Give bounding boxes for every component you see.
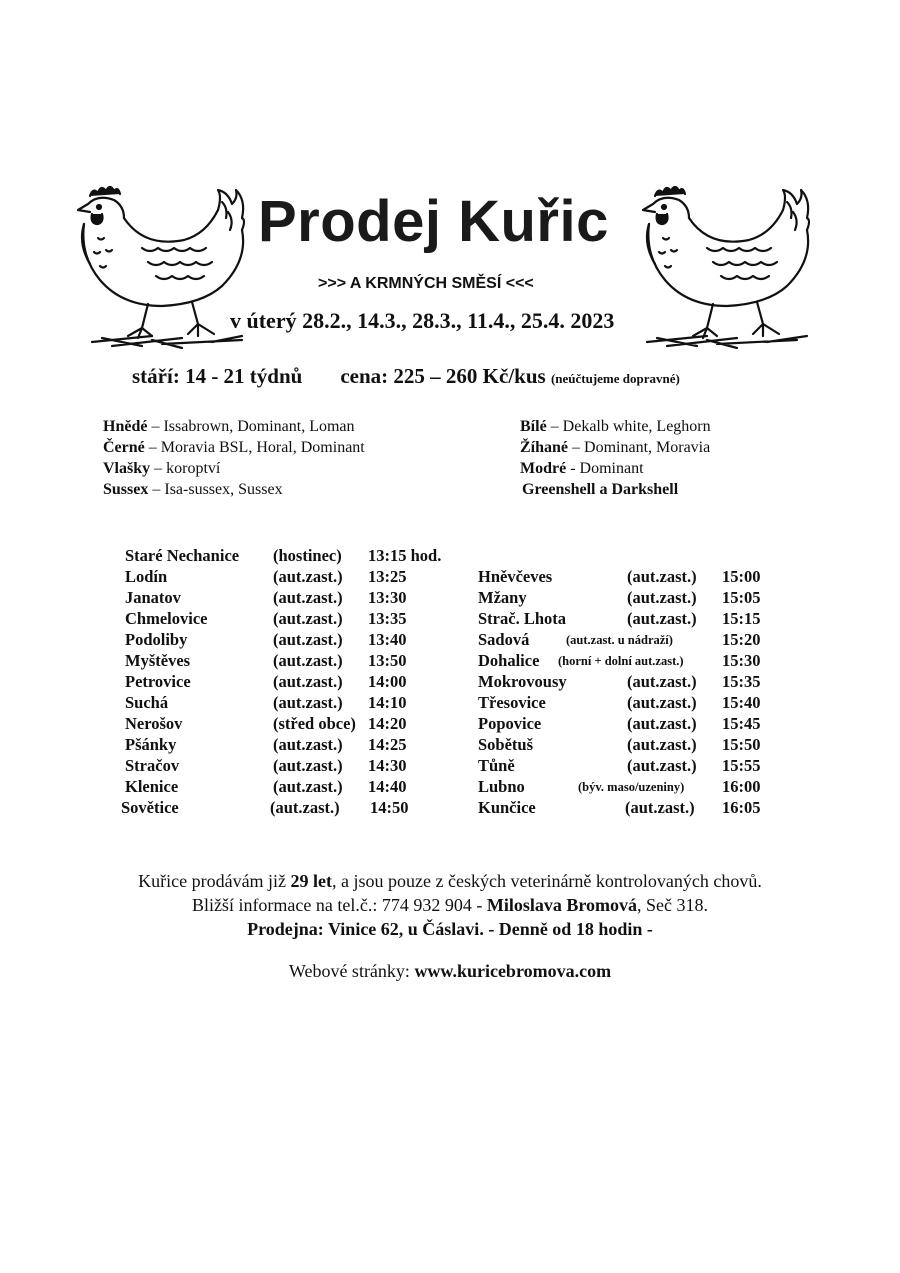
subtitle: >>> A KRMNÝCH SMĚSÍ <<< bbox=[318, 275, 534, 292]
website-line: Webové stránky: www.kuricebromova.com bbox=[288, 961, 612, 981]
schedule: Staré Nechanice (hostinec) 13:15 hod. Lodín (aut.zast.) 13:25 Janatov (aut.zast.) 13:30 Chmelovice (aut.zast.) 13:35 Podoliby (aut.zast.) 13:40 Myštěves (aut.zast.) 13:50 Petrovice (aut.zast.) 14:00 Suchá (aut.zast.) 14:10 Nerošov (střed obce) 14:20 Pšánky (aut.zast.) 14:25 Stračov (aut.zast.) 14:30 Klenice (aut.zast.) 14:40 Sovětice (aut.zast.) 14:50 Hněvčeves (aut.zast.) 15:00 Mžany (aut.zast.) 15:05 Strač. Lhota (aut.zast.) 15:15 Sadová (aut.zast. u nádraží) 15:20 Dohalice (horní + dolní aut.zast.) 15:30 Mokrovousy (aut.zast.) 15:35 Třesovice (aut.zast.) 15:40 Popovice (aut.zast.) 15:45 Sobětuš (aut.zast.) 15:50 Tůně (aut.zast.) 15:55 Lubno (býv. maso/uzeniny) 16:00 Kunčice (aut.zast.) 16:05 bbox=[121, 546, 761, 817]
breed-item: Modré - Dominant bbox=[520, 460, 644, 477]
breed-item: Bílé – Dekalb white, Leghorn bbox=[520, 418, 711, 435]
price: cena: 225 – 260 Kč/kus bbox=[340, 364, 546, 388]
breed-item: Greenshell a Darkshell bbox=[522, 481, 679, 498]
breed-item: Hnědé – Issabrown, Dominant, Loman bbox=[103, 418, 355, 435]
breed-item: Vlašky – koroptví bbox=[103, 460, 221, 477]
website-link[interactable]: www.kuricebromova.com bbox=[414, 961, 612, 981]
age: stáří: 14 - 21 týdnů bbox=[132, 364, 303, 388]
page-title: Prodej Kuřic bbox=[258, 189, 609, 254]
footer-line-3: Prodejna: Vinice 62, u Čáslavi. - Denně od 18 hodin - bbox=[247, 919, 653, 939]
breed-item: Žíhané – Dominant, Moravia bbox=[520, 439, 711, 456]
footer-line-2: Bližší informace na tel.č.: 774 932 904 - Miloslava Bromová, Seč 318. bbox=[191, 895, 709, 915]
sale-dates: v úterý 28.2., 14.3., 28.3., 11.4., 25.4. 2023 bbox=[230, 308, 615, 333]
breed-item: Sussex – Isa-sussex, Sussex bbox=[103, 481, 283, 498]
footer-line-1: Kuřice prodávám již 29 let, a jsou pouze z českých veterinárně kontrolovaných chovů. bbox=[138, 871, 762, 891]
price-note: (neúčtujeme dopravné) bbox=[550, 371, 680, 386]
breed-item: Černé – Moravia BSL, Horal, Dominant bbox=[103, 439, 365, 456]
